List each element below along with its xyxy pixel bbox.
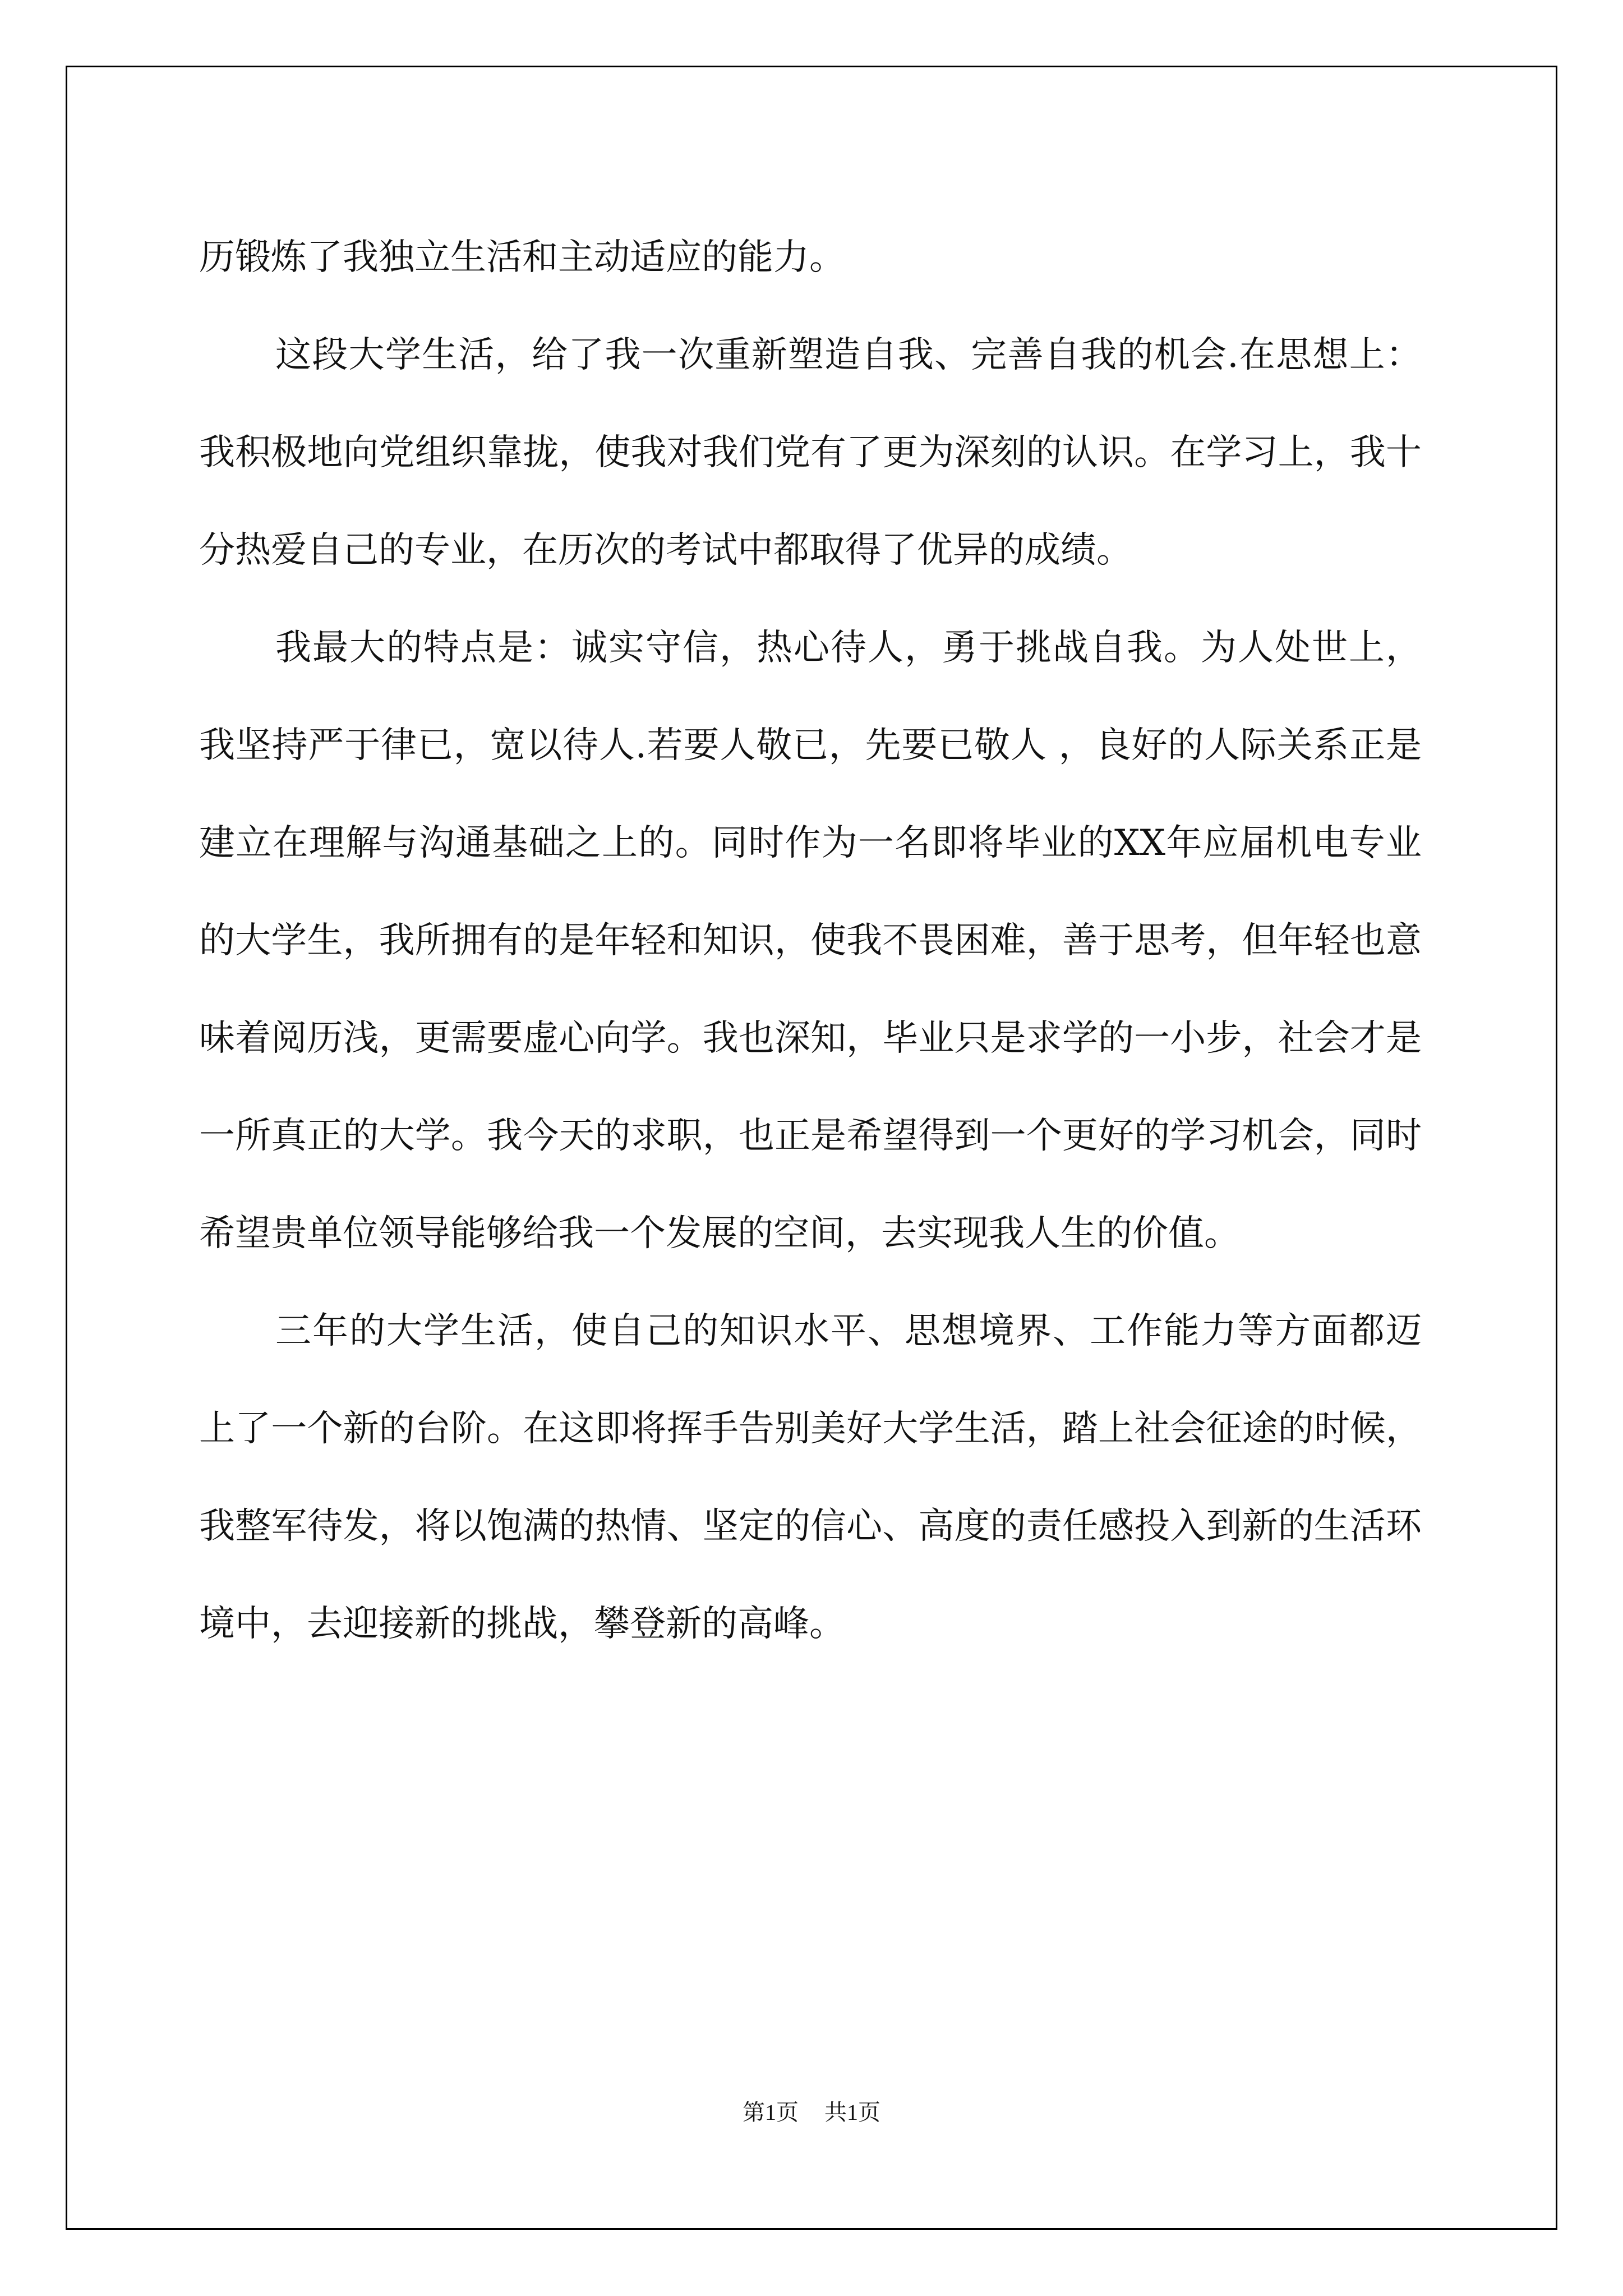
paragraph-3: 我最大的特点是：诚实守信，热心待人，勇于挑战自我。为人处世上，我坚持严于律已，宽以待人.若要人敬已，先要已敬人 ，良好的人际关系正是建立在理解与沟通基础之上的。同时作为一名即将毕业的XX年应届机电专业的大学生，我所拥有的是年轻和知识，使我不畏困难，善于思考，但年轻也意味着阅历浅，更需要虚心向学。我也深知，毕业只是求学的一小步，社会才是一所真正的大学。我今天的求职，也正是希望得到一个更好的学习机会，同时希望贵单位领导能够给我一个发展的空间，去实现我人生的价值。 (199, 627, 1422, 1254)
page-footer (0, 2097, 1623, 2128)
paragraph-2: 这段大学生活，给了我一次重新塑造自我、完善自我的机会.在思想上：我积极地向党组织靠拢，使我对我们党有了更为深刻的认识。在学习上，我十分热爱自己的专业，在历次的考试中都取得了优异的成绩。 (199, 334, 1422, 571)
paragraph-1: 历锻炼了我独立生活和主动适应的能力。 (199, 237, 845, 278)
page-total: 共1页 (824, 2100, 880, 2125)
document-body (199, 209, 1422, 1673)
page-number: 第1页 (743, 2100, 799, 2125)
paragraph-4: 三年的大学生活，使自己的知识水平、思想境界、工作能力等方面都迈上了一个新的台阶。在这即将挥手告别美好大学生活，踏上社会征途的时候，我整军待发，将以饱满的热情、坚定的信心、高度的责任感投入到新的生活环境中，去迎接新的挑战，攀登新的高峰。 (199, 1310, 1422, 1645)
